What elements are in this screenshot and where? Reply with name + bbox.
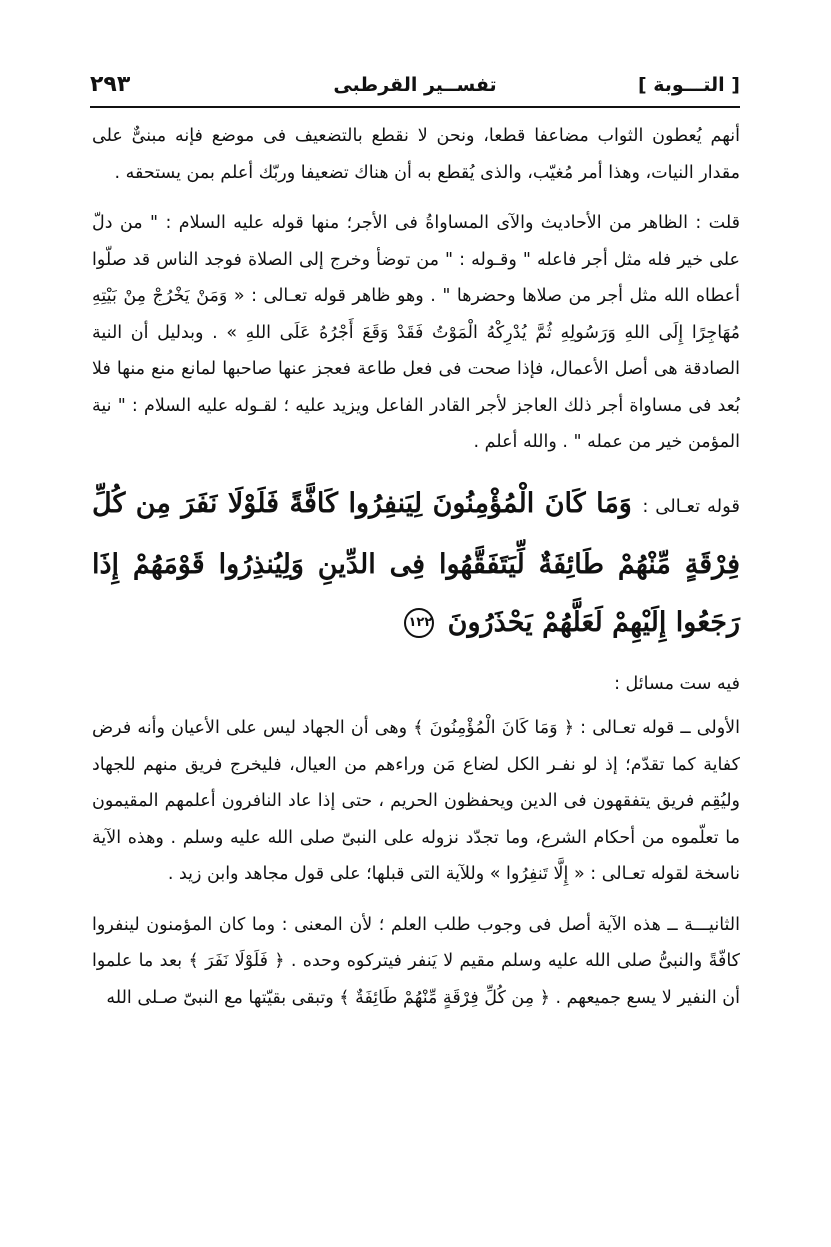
header-rule [90, 106, 740, 108]
paragraph [92, 710, 740, 893]
paragraph-text: الثانيـــة ــ هذه الآية أصل فى وجوب طلب العلم ؛ لأن المعنى : وما كان المؤمنون لينفروا كافّةً والنبىُّ صلى الله عليه وسلم مقيم لا يَنفر فيتركوه وحده . ﴿ فَلَوْلَا نَفَرَ ﴾ بعد ما علموا أن النفير لا يسع جميعهم . ﴿ مِن كُلِّ فِرْقَةٍ مِّنْهُمْ طَائِفَةٌ ﴾ وتبقى بقيّتها مع النبىّ صـلى الله [92, 914, 740, 1008]
quran-verse [92, 475, 740, 652]
verse-number-marker: ١٢٢ [404, 608, 434, 638]
paragraph-text: أنهم يُعطون الثواب مضاعفا قطعا، ونحن لا نقطع بالتضعيف فى موضع فإنه مبنىٌّ على مقدار النيات، وهذا أمر مُغيّب، والذى يُقطع به أن هناك تضعيفا وربّك أعلم بمن يستحقه . [92, 126, 740, 183]
issues-heading: فيه ست مسائل : [614, 673, 740, 694]
paragraph [92, 205, 740, 461]
paragraph [92, 907, 740, 1017]
page-header [90, 70, 740, 102]
verse-lead: قوله تعـالى : [642, 495, 741, 517]
page-number: ٢٩٣ [90, 72, 131, 97]
page-body [92, 118, 740, 1030]
paragraph-text: قلت : الظاهر من الأحاديث والآى المساواةُ فى الأجر؛ منها قوله عليه السلام : " من دلّ على خير فله مثل أجر فاعله " وقـوله : " من توضأ وخرج إلى الصلاة فوجد الناس قد صلّوا أعطاه الله مثل أجر من صلاها وحضرها " . وهو ظاهر قوله تعـالى : « وَمَنْ يَخْرُجْ مِنْ بَيْتِهِ مُهَاجِرًا إِلَى اللهِ وَرَسُولِهِ ثُمَّ يُدْرِكْهُ الْمَوْتُ فَقَدْ وَقَعَ أَجْرُهُ عَلَى اللهِ » . وبدليل أن النية الصادقة هى أصل الأعمال، فإذا صحت فى فعل طاعة فعجز عنها صاحبها لمانع منع منها فلا بُعد فى مساواة أجر ذلك العاجز لأجر القادر الفاعل ويزيد عليه ؛ لقـوله عليه السلام : " نية المؤمن خير من عمله " . والله أعلم . [92, 213, 740, 452]
verse-text: وَمَا كَانَ الْمُؤْمِنُونَ لِيَنفِرُوا كَافَّةً فَلَوْلَا نَفَرَ مِن كُلِّ فِرْقَةٍ مِّنْهُمْ طَائِفَةٌ لِّيَتَفَقَّهُوا فِى الدِّينِ وَلِيُنذِرُوا قَوْمَهُمْ إِذَا رَجَعُوا إِلَيْهِمْ لَعَلَّهُمْ يَحْذَرُونَ [92, 487, 740, 638]
surah-name: [ التـــوبة ] [637, 74, 740, 96]
paragraph [92, 118, 740, 191]
paragraph-text: الأولى ــ قوله تعـالى : ﴿ وَمَا كَانَ الْمُؤْمِنُونَ ﴾ وهى أن الجهاد ليس على الأعيان وأنه فرض كفاية كما تقدّم؛ إذ لو نفـر الكل لضاع مَن وراءهم من العيال، فليخرج فريق منهم للجهاد وليُقِم فريق يتفقهون فى الدين ويحفظون الحريم ، حتى إذا عاد النافرون أعلمهم المقيمون ما تعلّموه من أحكام الشرع، وما تجدّد نزوله على النبىّ صلى الله عليه وسلم . وهذه الآية ناسخة لقوله تعـالى : « إِلَّا تَنفِرُوا » وللآية التى قبلها؛ على قول مجاهد وابن زيد . [92, 718, 740, 884]
book-title: تفســير القرطبى [333, 74, 497, 96]
